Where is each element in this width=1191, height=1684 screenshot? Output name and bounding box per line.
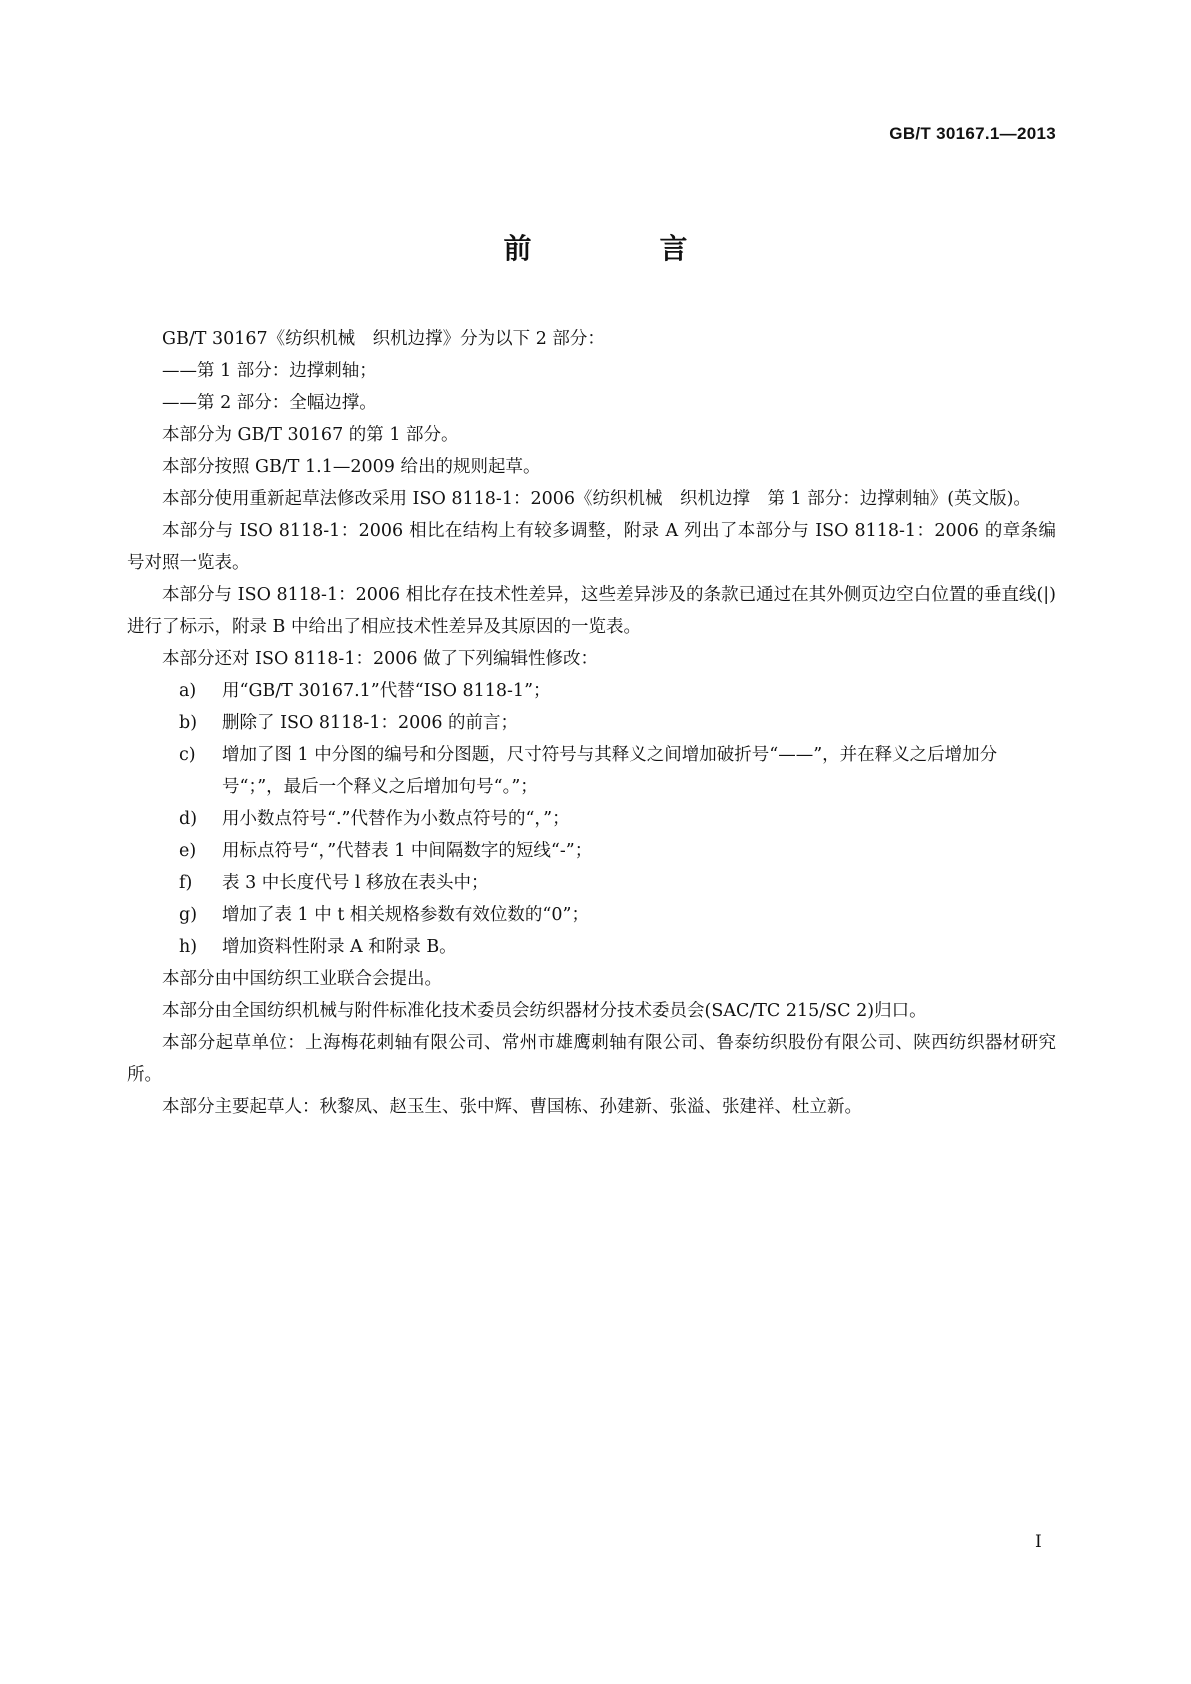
list-label: d) <box>179 809 198 829</box>
list-text: 删除了 ISO 8118-1：2006 的前言； <box>222 713 519 733</box>
list-item <box>127 739 1056 803</box>
list-label: a) <box>179 681 197 701</box>
paragraph: ——第 2 部分：全幅边撑。 <box>162 393 377 413</box>
list-text: 用标点符号“，”代替表 1 中间隔数字的短线“-”； <box>222 841 593 861</box>
list-item <box>127 835 1056 867</box>
list-text: 用小数点符号“.”代替作为小数点符号的“，”； <box>222 809 570 829</box>
list-text: 表 3 中长度代号 l 移放在表头中； <box>222 873 489 893</box>
page-number: I <box>1035 1532 1042 1552</box>
paragraph: 本部分主要起草人：秋黎凤、赵玉生、张中辉、曹国栋、孙建新、张溢、张建祥、杜立新。 <box>162 1097 862 1117</box>
page-title: 前 言 <box>503 232 738 265</box>
paragraph: 本部分为 GB/T 30167 的第 1 部分。 <box>162 425 459 445</box>
paragraph: GB/T 30167《纺织机械 织机边撑》分为以下 2 部分： <box>162 329 605 349</box>
paragraph: 本部分起草单位：上海梅花刺轴有限公司、常州市雄鹰刺轴有限公司、鲁泰纺织股份有限公司、陕西纺织器材研究所。 <box>127 1033 1056 1085</box>
paragraph: 本部分使用重新起草法修改采用 ISO 8118-1：2006《纺织机械 织机边撑 第 1 部分：边撑刺轴》(英文版)。 <box>162 489 1031 509</box>
paragraph: 本部分由中国纺织工业联合会提出。 <box>162 969 442 989</box>
paragraph: ——第 1 部分：边撑刺轴； <box>162 361 377 381</box>
standard-code: GB/T 30167.1—2013 <box>889 124 1056 143</box>
list-item <box>127 675 1056 707</box>
list-item <box>127 899 1056 931</box>
list-item <box>127 867 1056 899</box>
list-label: c) <box>179 745 196 765</box>
foreword-body <box>127 323 1056 1123</box>
list-label: e) <box>179 841 197 861</box>
paragraph: 本部分按照 GB/T 1.1—2009 给出的规则起草。 <box>162 457 541 477</box>
paragraph: 本部分与 ISO 8118-1：2006 相比存在技术性差异，这些差异涉及的条款已通过在其外侧页边空白位置的垂直线(|)进行了标示，附录 B 中给出了相应技术性差异及其原因的一览表。 <box>127 585 1056 637</box>
list-item <box>127 707 1056 739</box>
list-label: f) <box>179 873 193 893</box>
list-item <box>127 931 1056 963</box>
list-item <box>127 803 1056 835</box>
list-text: 用“GB/T 30167.1”代替“ISO 8118-1”； <box>222 681 551 701</box>
list-label: g) <box>179 905 198 925</box>
list-text: 增加资料性附录 A 和附录 B。 <box>222 937 457 957</box>
list-label: b) <box>179 713 198 733</box>
paragraph: 本部分与 ISO 8118-1：2006 相比在结构上有较多调整，附录 A 列出了本部分与 ISO 8118-1：2006 的章条编号对照一览表。 <box>127 521 1056 573</box>
list-text: 增加了图 1 中分图的编号和分图题，尺寸符号与其释义之间增加破折号“——”，并在释义之后增加分号“；”，最后一个释义之后增加句号“。”； <box>222 745 998 797</box>
list-label: h) <box>179 937 198 957</box>
list-text: 增加了表 1 中 t 相关规格参数有效位数的“0”； <box>222 905 589 925</box>
paragraph: 本部分还对 ISO 8118-1：2006 做了下列编辑性修改： <box>162 649 599 669</box>
paragraph: 本部分由全国纺织机械与附件标准化技术委员会纺织器材分技术委员会(SAC/TC 215/SC 2)归口。 <box>162 1001 927 1021</box>
